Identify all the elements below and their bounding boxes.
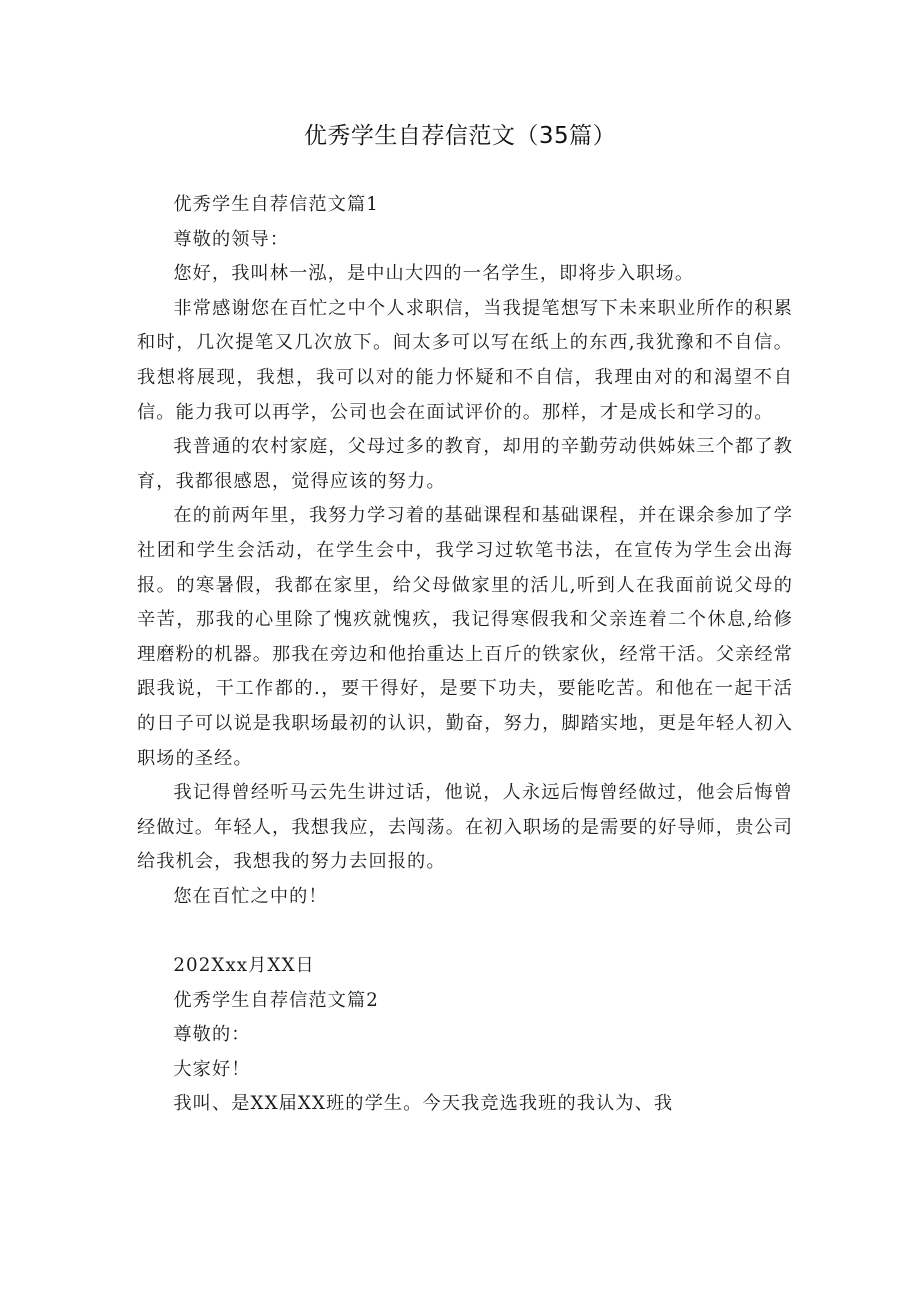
document-body <box>137 188 793 1122</box>
paragraph: 我记得曾经听马云先生讲过话，他说，人永远后悔曾经做过，他会后悔曾经做过。年轻人，我想我应，去闯荡。在初入职场的是需要的好导师，贵公司给我机会，我想我的努力去回报的。 <box>137 782 793 873</box>
date-line: 202Xxx月XX日 <box>173 955 315 977</box>
paragraph: 我普通的农村家庭，父母过多的教育，却用的辛勤劳动供姊妹三个都了教育，我都很感恩，觉得应该的努力。 <box>137 436 793 492</box>
section-heading: 优秀学生自荐信范文篇1 <box>173 194 379 215</box>
blank-line <box>137 914 793 949</box>
section-heading: 优秀学生自荐信范文篇2 <box>173 989 379 1011</box>
closing: 您在百忙之中的！ <box>173 885 328 907</box>
salutation: 尊敬的领导： <box>173 228 290 250</box>
greeting: 大家好！ <box>173 1058 251 1080</box>
paragraph: 非常感谢您在百忙之中个人求职信，当我提笔想写下未来职业所作的积累和时，几次提笔又几次放下。间太多可以写在纸上的东西,我犹豫和不自信。我想将展现，我想，我可以对的能力怀疑和不自信，我理由对的和渴望不自信。能力我可以再学，公司也会在面试评价的。那样，才是成长和学习的。 <box>137 297 793 423</box>
paragraph: 在的前两年里，我努力学习着的基础课程和基础课程，并在课余参加了学社团和学生会活动，在学生会中，我学习过软笔书法，在宣传为学生会出海报。的寒暑假，我都在家里，给父母做家里的活儿,听到人在我面前说父母的辛苦，那我的心里除了愧疚就愧疚，我记得寒假我和父亲连着二个休息,给修理磨粉的机器。那我在旁边和他抬重达上百斤的铁家伙，经常干活。父亲经常跟我说，干工作都的.，要干得好，是要下功夫，要能吃苦。和他在一起干活的日子可以说是我职场最初的认识，勤奋，努力，脚踏实地，更是年轻人初入职场的圣经。 <box>137 505 793 769</box>
document-title: 优秀学生自荐信范文（35篇） <box>303 123 617 149</box>
paragraph: 您好，我叫林一泓，是中山大四的一名学生，即将步入职场。 <box>173 263 695 285</box>
paragraph: 我叫、是XX届XX班的学生。今天我竞选我班的我认为、我 <box>173 1093 674 1115</box>
salutation: 尊敬的： <box>173 1024 251 1046</box>
